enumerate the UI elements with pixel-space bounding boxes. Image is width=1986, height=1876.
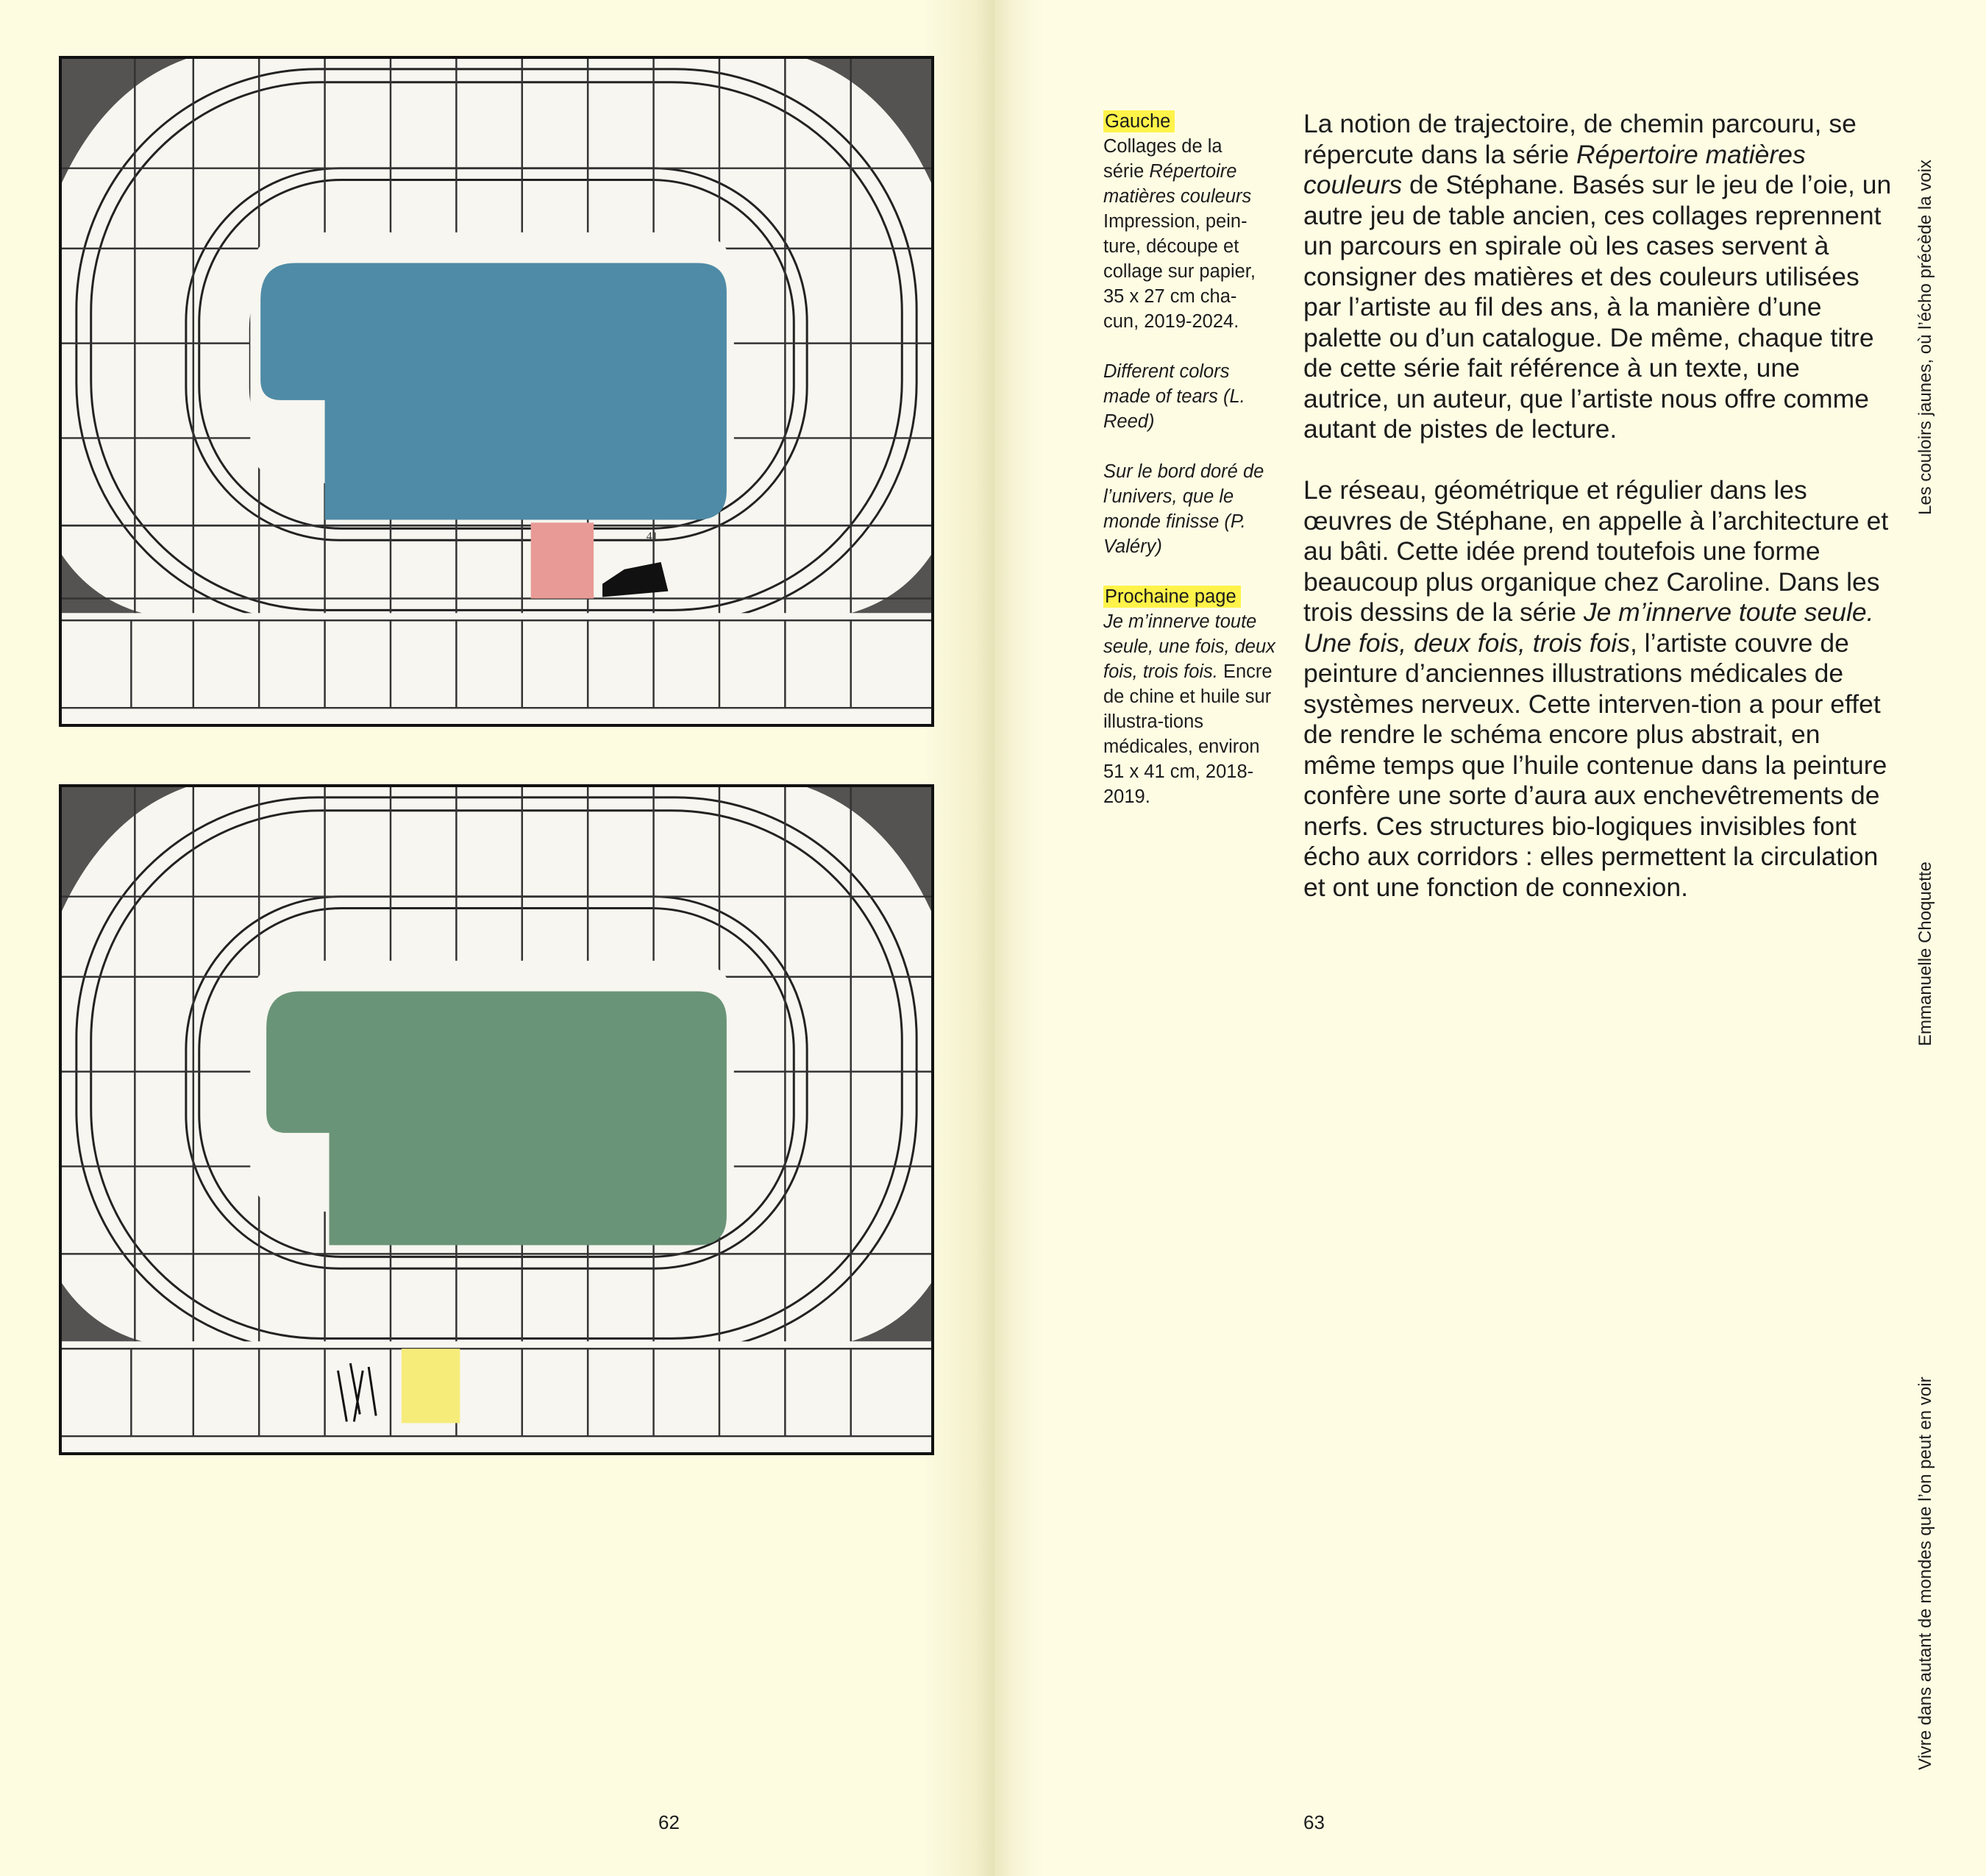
page-number-right: 63 [1303,1811,1325,1833]
paragraph-1 [1303,109,1892,445]
caption-line: matières couleurs [1103,186,1252,207]
image-caption [1103,109,1280,834]
svg-text:41: 41 [646,530,658,544]
artwork-plate-bottom [59,784,934,1455]
text-run: , l’artiste couvre de peinture d’anciennes illustrations médicales de systèmes nerveux. Cette interven-tion a pour effet de rendre le schéma encore plus abstrait, en même temps que l’huile contenue dans la peinture confère une sorte d’aura aux enchevêtrements de nerfs. Ces structures bio-logiques invisibles font écho aux corridors : elles permettent la circulation et ont une fonction de connexion. [1303,628,1887,902]
body-text [1303,109,1892,934]
caption-line: Impression, pein- [1103,211,1248,232]
caption-line: série [1103,161,1150,182]
running-head-author: Emmanuelle Choquette [1915,861,1935,1046]
artwork-plate-top [59,56,934,727]
caption-label-prochaine-page: Prochaine page [1103,586,1241,608]
caption-line: collage sur papier, [1103,261,1256,282]
caption-next-details: Encre de chine et huile sur illustra-tions médicales, environ 51 x 41 cm, 2018-2019. [1103,661,1273,807]
caption-label-gauche: Gauche [1103,110,1175,132]
text-run-italic: Répertoire matières couleurs [1303,139,1806,199]
text-run-italic: Je m’innerve toute seule. Une fois, deux fois, trois fois [1303,597,1874,658]
caption-title-1: Different colors made of tears (L. Reed) [1103,361,1245,432]
caption-line: cun, 2019-2024. [1103,311,1239,332]
running-head-title: Les couloirs jaunes, où l’écho précède la voix [1915,160,1935,515]
caption-line: 35 x 27 cm cha- [1103,286,1237,307]
page-number-left: 62 [658,1811,680,1833]
caption-title-2: Sur le bord doré de l’univers, que le monde finisse (P. Valéry) [1103,461,1264,557]
caption-line: ture, découpe et [1103,236,1239,257]
game-board-collage-top [62,59,931,724]
running-head-section: Vivre dans autant de mondes que l’on peut en voir [1915,1376,1935,1770]
game-board-collage-bottom [62,787,931,1452]
paragraph-2 [1303,475,1892,903]
text-run: Le réseau, géométrique et régulier dans les œuvres de Stéphane, en appelle à l’architecture et au bâti. Cette idée prend toutefois une forme beaucoup plus organique chez Caroline. Dans les trois dessins de la série [1303,475,1889,627]
text-run: La notion de trajectoire, de chemin parcouru, se répercute dans la série [1303,109,1857,169]
caption-line: Collages de la [1103,136,1222,157]
text-run: de Stéphane. Basés sur le jeu de l’oie, un autre jeu de table ancien, ces collages reprennent un parcours en spirale où les cases servent à consigner des matières et des couleurs utilisées par l’artiste au fil des ans, à la manière d’une palette ou d’un catalogue. De même, chaque titre de cette série fait référence à un texte, une autrice, un auteur, que l’artiste nous offre comme autant de pistes de lecture. [1303,170,1892,444]
caption-line: Répertoire [1149,161,1237,182]
caption-next-title: Je m’innerve toute seule, une fois, deux fois, trois fois. [1103,611,1275,682]
